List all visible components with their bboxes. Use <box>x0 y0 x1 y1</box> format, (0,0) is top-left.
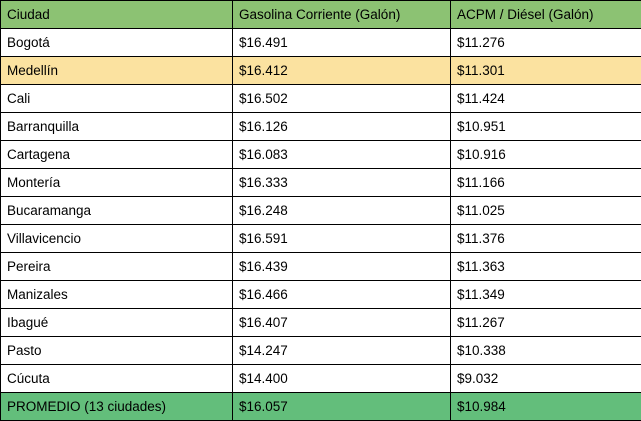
cell-city: Cartagena <box>1 141 233 169</box>
table-row <box>1 309 641 337</box>
cell-diesel-price: $11.267 <box>451 309 641 337</box>
cell-city: Medellín <box>1 57 233 85</box>
cell-city: PROMEDIO (13 ciudades) <box>1 393 233 421</box>
cell-diesel-price: $9.032 <box>451 365 641 393</box>
cell-city: Montería <box>1 169 233 197</box>
table-row <box>1 169 641 197</box>
cell-gasoline-price: $16.248 <box>233 197 451 225</box>
table-row <box>1 253 641 281</box>
cell-gasoline-price: $16.439 <box>233 253 451 281</box>
cell-diesel-price: $11.166 <box>451 169 641 197</box>
cell-gasoline-price: $16.083 <box>233 141 451 169</box>
cell-gasoline-price: $16.407 <box>233 309 451 337</box>
cell-diesel-price: $11.424 <box>451 85 641 113</box>
cell-city: Ibagué <box>1 309 233 337</box>
table-header-row <box>1 1 641 29</box>
table-row <box>1 197 641 225</box>
cell-diesel-price: $11.349 <box>451 281 641 309</box>
cell-gasoline-price: $14.400 <box>233 365 451 393</box>
cell-gasoline-price: $16.491 <box>233 29 451 57</box>
table-row <box>1 85 641 113</box>
cell-city: Cúcuta <box>1 365 233 393</box>
table-row <box>1 281 641 309</box>
cell-gasoline-price: $16.591 <box>233 225 451 253</box>
cell-gasoline-price: $16.057 <box>233 393 451 421</box>
cell-city: Pereira <box>1 253 233 281</box>
table-row <box>1 337 641 365</box>
cell-diesel-price: $11.376 <box>451 225 641 253</box>
cell-diesel-price: $11.301 <box>451 57 641 85</box>
cell-city: Bucaramanga <box>1 197 233 225</box>
cell-gasoline-price: $16.126 <box>233 113 451 141</box>
cell-city: Manizales <box>1 281 233 309</box>
cell-gasoline-price: $16.466 <box>233 281 451 309</box>
cell-gasoline-price: $16.502 <box>233 85 451 113</box>
cell-diesel-price: $10.984 <box>451 393 641 421</box>
cell-diesel-price: $10.951 <box>451 113 641 141</box>
cell-city: Barranquilla <box>1 113 233 141</box>
column-header-gasoline: Gasolina Corriente (Galón) <box>233 1 451 29</box>
cell-gasoline-price: $16.412 <box>233 57 451 85</box>
cell-city: Cali <box>1 85 233 113</box>
cell-diesel-price: $10.338 <box>451 337 641 365</box>
column-header-city: Ciudad <box>1 1 233 29</box>
table-row <box>1 393 641 421</box>
cell-city: Villavicencio <box>1 225 233 253</box>
cell-gasoline-price: $16.333 <box>233 169 451 197</box>
cell-city: Pasto <box>1 337 233 365</box>
table-row <box>1 57 641 85</box>
table-row <box>1 113 641 141</box>
cell-diesel-price: $11.363 <box>451 253 641 281</box>
table-row <box>1 225 641 253</box>
table-body <box>1 29 641 421</box>
cell-diesel-price: $10.916 <box>451 141 641 169</box>
cell-diesel-price: $11.276 <box>451 29 641 57</box>
cell-gasoline-price: $14.247 <box>233 337 451 365</box>
cell-city: Bogotá <box>1 29 233 57</box>
table-header <box>1 1 641 29</box>
cell-diesel-price: $11.025 <box>451 197 641 225</box>
table-row <box>1 141 641 169</box>
table-row <box>1 29 641 57</box>
table-row <box>1 365 641 393</box>
column-header-diesel: ACPM / Diésel (Galón) <box>451 1 641 29</box>
